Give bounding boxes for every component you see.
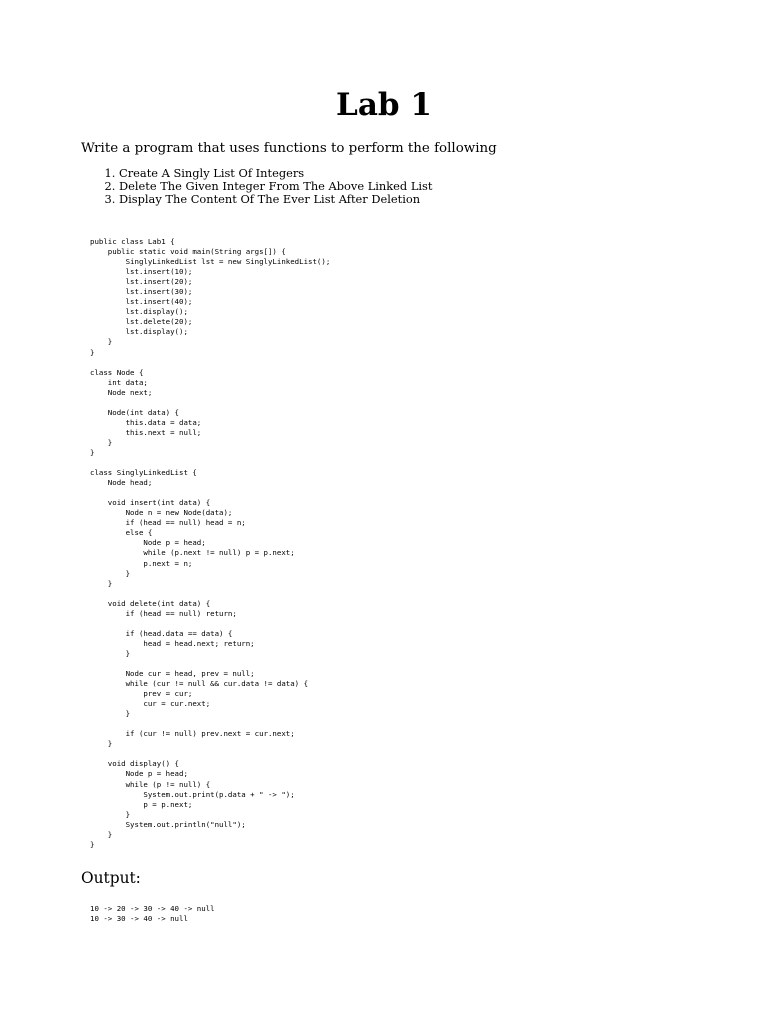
task-item: 1. Create A Singly List Of Integers: [119, 167, 432, 180]
intro-text: Write a program that uses functions to perform the following: [81, 141, 497, 156]
task-item: 3. Display The Content Of The Ever List After Deletion: [119, 193, 432, 206]
output-block: 10 -> 20 -> 30 -> 40 -> null 10 -> 30 -> 40 -> null: [90, 904, 215, 924]
code-block: public class Lab1 { public static void main(String args[]) { SinglyLinkedList lst = new SinglyLinkedList(); lst.insert(10); lst.insert(20); lst.insert(30); lst.insert(40); lst.display(); lst.delete(20); lst.display(); } } class Node { int data; Node next; Node(int data) { this.data = data; this.next = null; } } class SinglyLinkedList { Node head; void insert(int data) { Node n = new Node(data); if (head == null) head = n; else { Node p = head; while (p.next != null) p = p.next; p.next = n; } } void delete(int data) { if (head == null) return; if (head.data == data) { head = head.next; return; } Node cur = head, prev = null; while (cur != null && cur.data != data) { prev = cur; cur = cur.next; } if (cur != null) prev.next = cur.next; } void display() { Node p = head; while (p != null) { System.out.print(p.data + " -> "); p = p.next; } System.out.println("null"); } }: [90, 237, 331, 849]
output-heading: Output:: [81, 869, 141, 887]
task-list: [81, 167, 432, 207]
task-item: 2. Delete The Given Integer From The Above Linked List: [119, 180, 432, 193]
page-title: Lab 1: [336, 87, 432, 123]
